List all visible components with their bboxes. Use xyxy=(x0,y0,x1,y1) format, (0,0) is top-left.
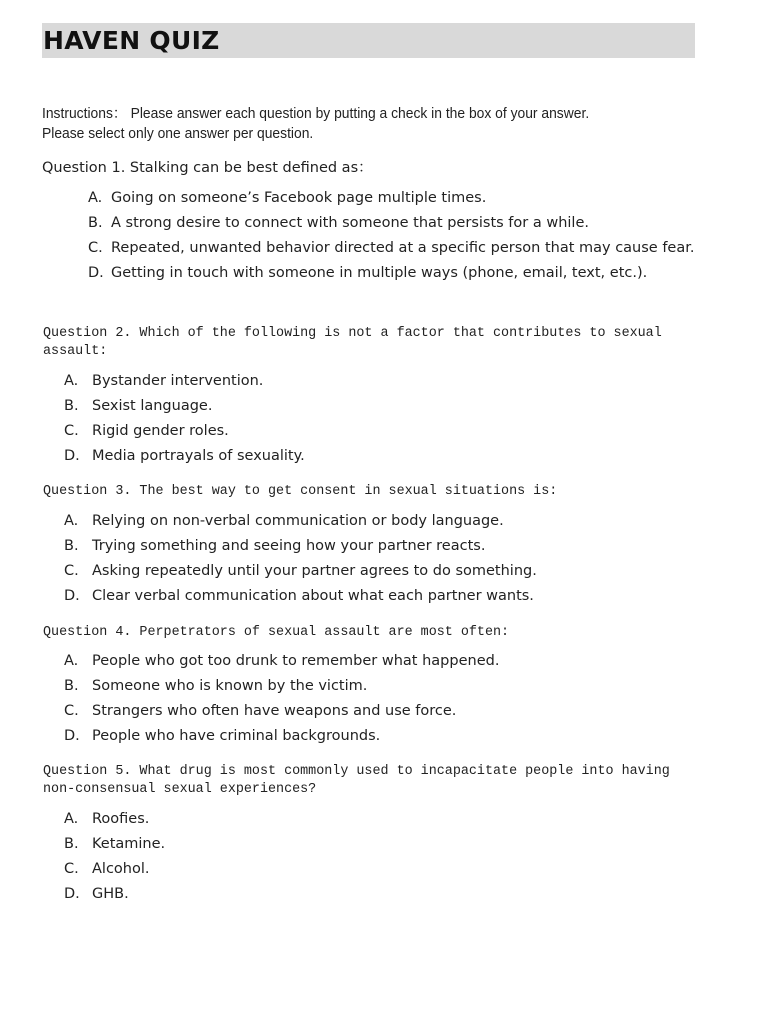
question-1-option-d[interactable] xyxy=(86,261,696,286)
option-text: Strangers who often have weapons and use force. xyxy=(92,703,457,719)
option-letter: A. xyxy=(64,513,79,529)
question-4-option-b[interactable] xyxy=(64,674,499,699)
question-5-option-a[interactable] xyxy=(64,807,165,832)
question-2-prompt: Question 2. Which of the following is not a factor that contributes to sexual assault: xyxy=(43,326,662,359)
option-text: Media portrayals of sexuality. xyxy=(92,448,305,464)
option-letter: B. xyxy=(64,538,79,554)
question-3-options xyxy=(64,509,537,609)
question-1-prompt: Question 1. Stalking can be best defined as： xyxy=(42,160,373,176)
title-bar xyxy=(42,23,695,58)
question-1-option-b[interactable] xyxy=(86,211,696,236)
question-2-option-c[interactable] xyxy=(64,419,305,444)
option-letter: B. xyxy=(64,678,79,694)
question-1-options xyxy=(86,186,696,286)
question-3-option-a[interactable] xyxy=(64,509,537,534)
option-text: Going on someone’s Facebook page multiple times. xyxy=(111,190,487,206)
option-text: Asking repeatedly until your partner agrees to do something. xyxy=(92,563,537,579)
instructions-line-1: Instructions： Please answer each question by putting a check in the box of your answer. xyxy=(42,106,590,122)
instructions xyxy=(42,104,702,144)
option-letter: B. xyxy=(88,215,103,231)
question-2-option-d[interactable] xyxy=(64,444,305,469)
question-2-option-a[interactable] xyxy=(64,369,305,394)
option-text: Relying on non-verbal communication or body language. xyxy=(92,513,504,529)
option-text: Sexist language. xyxy=(92,398,213,414)
option-text: Bystander intervention. xyxy=(92,373,264,389)
option-text: Ketamine. xyxy=(92,836,166,852)
option-letter: D. xyxy=(64,886,80,902)
question-4-option-c[interactable] xyxy=(64,699,499,724)
option-letter: C. xyxy=(64,861,79,877)
question-5-prompt: Question 5. What drug is most commonly used to incapacitate people into having non-consensual sexual experiences? xyxy=(43,764,670,797)
question-3-option-c[interactable] xyxy=(64,559,537,584)
question-4-prompt: Question 4. Perpetrators of sexual assault are most often: xyxy=(43,625,510,640)
option-text: Someone who is known by the victim. xyxy=(92,678,368,694)
option-letter: D. xyxy=(64,588,80,604)
option-letter: D. xyxy=(64,728,80,744)
option-letter: A. xyxy=(64,811,79,827)
question-4-option-a[interactable] xyxy=(64,649,499,674)
question-4-option-d[interactable] xyxy=(64,724,499,749)
page-title: HAVEN QUIZ xyxy=(43,26,220,55)
option-text: GHB. xyxy=(92,886,129,902)
option-text: People who got too drunk to remember what happened. xyxy=(92,653,500,669)
question-4-options xyxy=(64,649,499,749)
question-1-option-c[interactable] xyxy=(86,236,696,261)
option-letter: A. xyxy=(64,653,79,669)
option-text: People who have criminal backgrounds. xyxy=(92,728,381,744)
option-text: Roofies. xyxy=(92,811,150,827)
option-letter: A. xyxy=(88,190,103,206)
option-letter: D. xyxy=(64,448,80,464)
option-letter: C. xyxy=(64,703,79,719)
question-1-option-a[interactable] xyxy=(86,186,696,211)
option-text: Trying something and seeing how your partner reacts. xyxy=(92,538,486,554)
instructions-line-2: Please select only one answer per question. xyxy=(42,126,314,142)
option-letter: B. xyxy=(64,836,79,852)
option-text: A strong desire to connect with someone that persists for a while. xyxy=(111,215,589,231)
option-letter: C. xyxy=(88,240,103,256)
question-5-options xyxy=(64,807,165,907)
question-3-option-b[interactable] xyxy=(64,534,537,559)
question-2-options xyxy=(64,369,305,469)
question-3-option-d[interactable] xyxy=(64,584,537,609)
option-letter: B. xyxy=(64,398,79,414)
question-3-prompt: Question 3. The best way to get consent in sexual situations is: xyxy=(43,484,558,499)
question-2-option-b[interactable] xyxy=(64,394,305,419)
option-letter: C. xyxy=(64,563,79,579)
question-5-option-c[interactable] xyxy=(64,857,165,882)
question-5-option-d[interactable] xyxy=(64,882,165,907)
option-text: Getting in touch with someone in multiple ways (phone, email, text, etc.). xyxy=(111,265,648,281)
option-letter: C. xyxy=(64,423,79,439)
option-text: Alcohol. xyxy=(92,861,150,877)
option-text: Clear verbal communication about what each partner wants. xyxy=(92,588,534,604)
option-text: Rigid gender roles. xyxy=(92,423,229,439)
option-letter: A. xyxy=(64,373,79,389)
option-text: Repeated, unwanted behavior directed at a specific person that may cause fear. xyxy=(111,240,695,256)
option-letter: D. xyxy=(88,265,104,281)
question-5-option-b[interactable] xyxy=(64,832,165,857)
